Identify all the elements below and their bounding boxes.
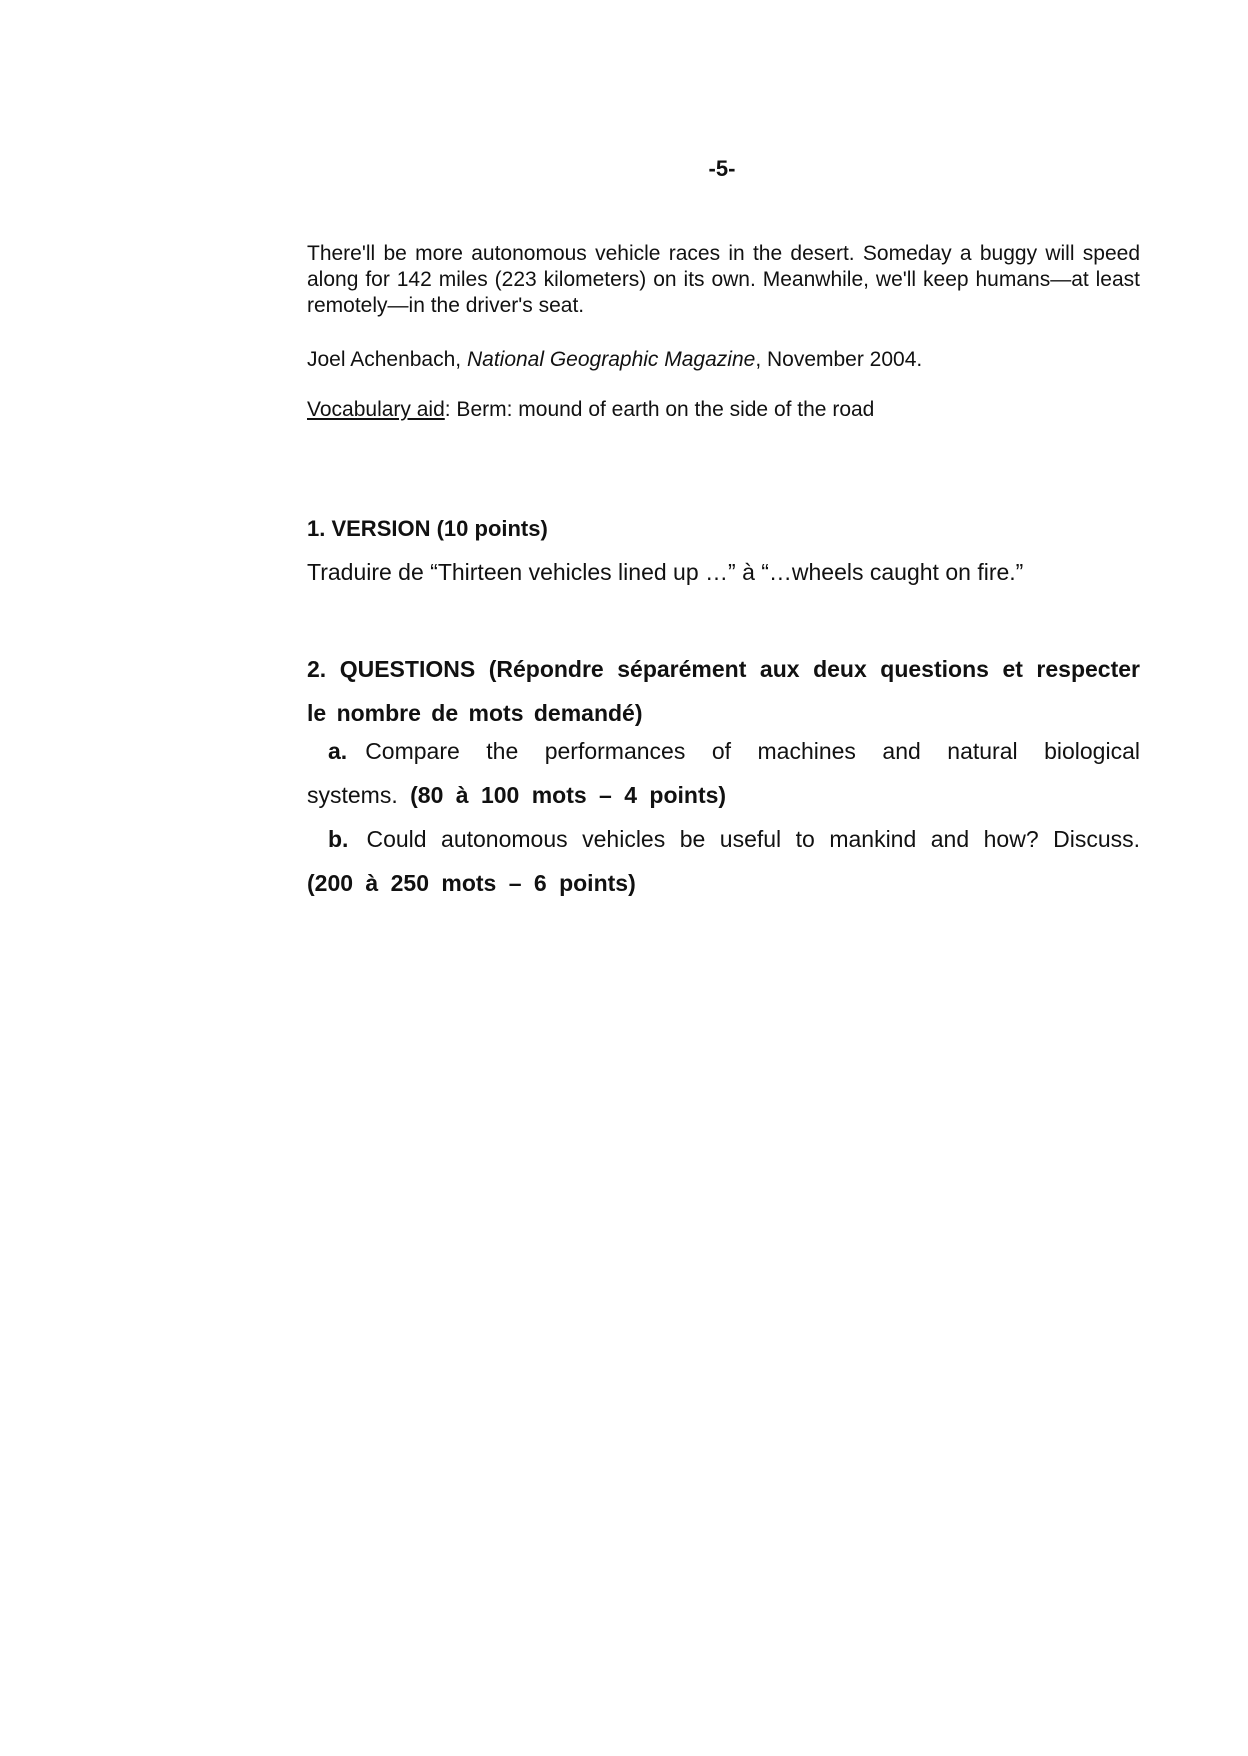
vocabulary-label: Vocabulary aid	[307, 398, 445, 421]
question-a-text: Compare the performances of machines and natural biological systems.	[307, 738, 1140, 808]
question-b-label: b.	[328, 826, 349, 852]
question-a-points: (80 à 100 mots – 4 points)	[410, 782, 727, 808]
section-1-heading: 1. VERSION (10 points)	[307, 516, 548, 541]
passage-paragraph: There'll be more autonomous vehicle races in the desert. Someday a buggy will speed along for 142 miles (223 kilometers) on its own. Meanwhile, we'll keep humans—at least remotely—in the driver's seat.	[307, 242, 1140, 317]
page-number-text: -5-	[708, 156, 736, 181]
vocabulary-aid	[307, 397, 1140, 423]
source-author: Joel Achenbach,	[307, 348, 462, 371]
source-date: , November 2004.	[755, 348, 923, 371]
section-2-heading: 2. QUESTIONS (Répondre séparément aux deux questions et respecter le nombre de mots demandé)	[307, 656, 1140, 726]
source-publication: National Geographic Magazine	[466, 348, 756, 371]
question-b-text: Could autonomous vehicles be useful to mankind and how? Discuss.	[366, 826, 1140, 852]
question-b	[307, 817, 1140, 905]
section-1-instruction: Traduire de “Thirteen vehicles lined up …” à “…wheels caught on fire.”	[307, 559, 1024, 585]
question-b-points: (200 à 250 mots – 6 points)	[307, 870, 636, 896]
vocabulary-text: : Berm: mound of earth on the side of the road	[444, 398, 875, 421]
page-number	[0, 156, 1248, 182]
question-a-label: a.	[328, 738, 348, 764]
source-citation	[307, 347, 1140, 373]
question-a	[307, 729, 1140, 817]
